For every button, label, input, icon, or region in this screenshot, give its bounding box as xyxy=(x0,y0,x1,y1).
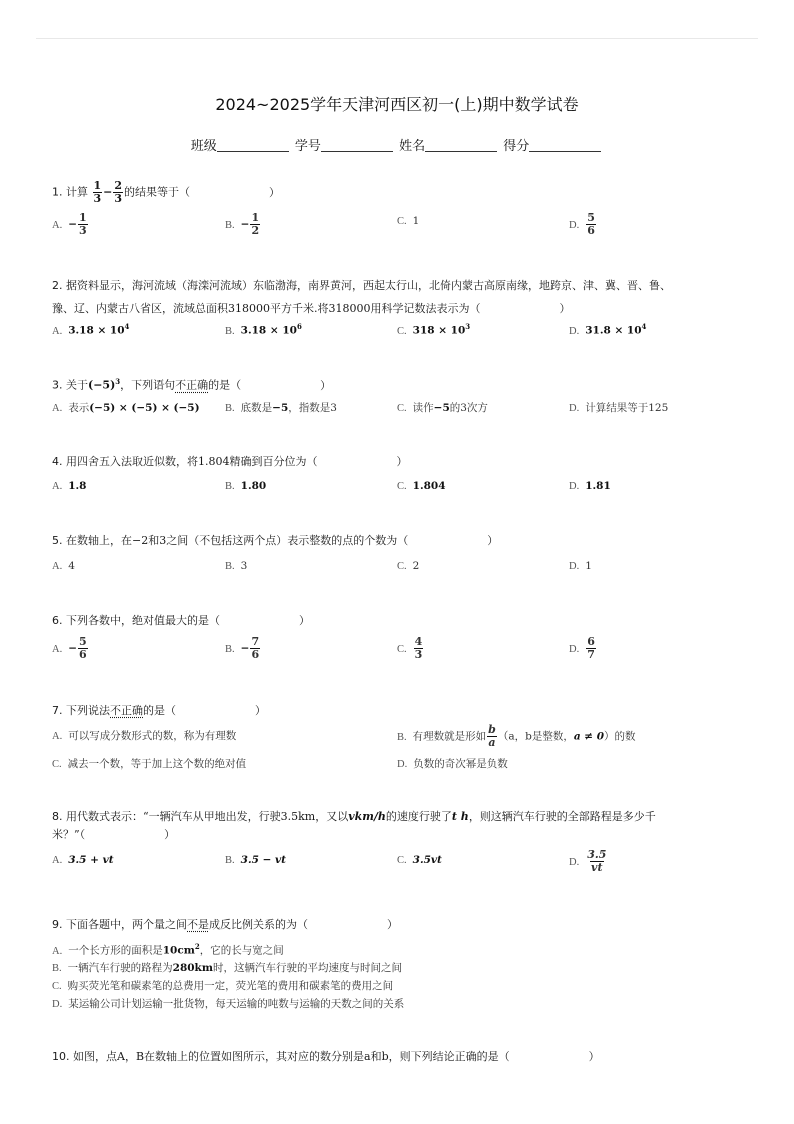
page-title: 2024~2025学年天津河西区初一(上)期中数学试卷 xyxy=(215,95,579,114)
question-1: 1. 计算 $\frac{1}{3}$ − $\frac{2}{3}$ 的结果等于（ ） xyxy=(52,179,281,205)
field-name-blank[interactable] xyxy=(425,151,497,152)
field-class-blank[interactable] xyxy=(217,151,289,152)
q8-option-a[interactable]: A. 3.5 + vt xyxy=(52,854,114,866)
field-class-label: 班级 xyxy=(190,139,217,154)
q9-option-b[interactable]: B. 一辆汽车行驶的路程为280km时，这辆汽车行驶的平均速度与时间之间 xyxy=(52,962,402,974)
q9-option-d[interactable]: D. 某运输公司计划运输一批货物，每天运输的吨数与运输的天数之间的关系 xyxy=(52,998,405,1010)
fraction: $\frac{2}{3}$ xyxy=(114,179,123,205)
q4-option-b[interactable]: B. 1.80 xyxy=(225,480,267,492)
question-2: 2. 据资料显示，海河流域（海滦河流域）东临渤海，南界黄河，西起太行山，北倚内蒙古高原南缘，地跨京、津、冀、晋、鲁、 豫、辽、内蒙古八省区，流域总面积318000平方千米.将318000用科学记数法表示为（ ） xyxy=(52,279,671,315)
q7-option-a[interactable]: A. 可以写成分数形式的数，称为有理数 xyxy=(52,730,237,742)
q6-option-a[interactable]: A. − $\frac{5}{6}$ xyxy=(52,635,87,661)
q5-option-c[interactable]: C. 2 xyxy=(397,560,420,572)
q6-option-d[interactable]: D. $\frac{6}{7}$ xyxy=(569,635,595,661)
question-6: 6. 下列各数中，绝对值最大的是（ ） xyxy=(52,614,310,627)
q4-option-a[interactable]: A. 1.8 xyxy=(52,480,87,492)
header-rule xyxy=(36,38,758,39)
q8-option-b[interactable]: B. 3.5 − vt xyxy=(225,854,286,866)
q5-option-b[interactable]: B. 3 xyxy=(225,560,248,572)
q3-option-a[interactable]: A. 表示(−5) × (−5) × (−5) xyxy=(52,402,200,414)
q5-option-a[interactable]: A. 4 xyxy=(52,560,75,572)
question-9: 9. 下面各题中，两个量之间不是成反比例关系的为（ ） xyxy=(52,918,398,931)
q2-option-c[interactable]: C. $318 \times 10^3$ xyxy=(397,322,471,337)
q3-option-c[interactable]: C. 读作−5的3次方 xyxy=(397,402,488,414)
q1-option-d[interactable]: D. $\frac{5}{6}$ xyxy=(569,211,595,237)
field-id-blank[interactable] xyxy=(321,151,393,152)
field-score-label: 得分 xyxy=(503,139,530,154)
q7-option-c[interactable]: C. 减去一个数，等于加上这个数的绝对值 xyxy=(52,758,247,770)
q6-option-b[interactable]: B. − $\frac{7}{6}$ xyxy=(225,635,260,661)
q1-option-b[interactable]: B. − $\frac{1}{2}$ xyxy=(225,211,260,237)
q8-option-c[interactable]: C. 3.5vt xyxy=(397,854,442,866)
fraction: $\frac{1}{3}$ xyxy=(93,179,102,205)
q1-option-a[interactable]: A. − $\frac{1}{3}$ xyxy=(52,211,87,237)
question-4: 4. 用四舍五入法取近似数，将1.804精确到百分位为（ ） xyxy=(52,455,408,468)
q6-option-c[interactable]: C. $\frac{4}{3}$ xyxy=(397,635,423,661)
q7-option-b[interactable]: B. 有理数就是形如 $\frac{b}{a}$ （a，b是整数，a ≠ 0）的数 xyxy=(397,723,636,749)
q4-option-d[interactable]: D. 1.81 xyxy=(569,480,611,492)
question-5: 5. 在数轴上，在−2和3之间（不包括这两个点）表示整数的点的个数为（ ） xyxy=(52,534,499,547)
question-3: 3. 关于$(-5)^3$，下列语句不正确的是（ ） xyxy=(52,377,332,392)
q2-option-a[interactable]: A. $3.18 \times 10^4$ xyxy=(52,322,130,337)
q5-option-d[interactable]: D. 1 xyxy=(569,560,592,572)
q3-option-b[interactable]: B. 底数是−5，指数是3 xyxy=(225,402,337,414)
q9-option-a[interactable]: A. 一个长方形的面积是$10cm^2$，它的长与宽之间 xyxy=(52,942,284,957)
q2-option-d[interactable]: D. $31.8 \times 10^4$ xyxy=(569,322,647,337)
q1-option-c[interactable]: C. 1 xyxy=(397,215,420,227)
question-10: 10. 如图，点A，B在数轴上的位置如图所示，其对应的数分别是a和b，则下列结论正确的是（ ） xyxy=(52,1050,600,1063)
q4-option-c[interactable]: C. 1.804 xyxy=(397,480,446,492)
q3-option-d[interactable]: D. 计算结果等于125 xyxy=(569,402,669,414)
q7-option-d[interactable]: D. 负数的奇次幂是负数 xyxy=(397,758,508,770)
question-7: 7. 下列说法不正确的是（ ） xyxy=(52,704,266,717)
question-8: 8. 用代数式表示：“一辆汽车从甲地出发，行驶3.5km，又以vkm/h的速度行驶了t h，则这辆汽车行驶的全部路程是多少千 米？”（ ） xyxy=(52,810,656,841)
field-id-label: 学号 xyxy=(294,139,321,154)
q9-option-c[interactable]: C. 购买荧光笔和碳素笔的总费用一定，荧光笔的费用和碳素笔的费用之间 xyxy=(52,980,394,992)
field-name-label: 姓名 xyxy=(399,139,426,154)
q2-option-b[interactable]: B. $3.18 \times 10^6$ xyxy=(225,322,302,337)
q8-option-d[interactable]: D. $\frac{3.5}{vt}$ xyxy=(569,848,607,874)
student-info-line xyxy=(0,135,794,154)
field-score-blank[interactable] xyxy=(529,151,601,152)
